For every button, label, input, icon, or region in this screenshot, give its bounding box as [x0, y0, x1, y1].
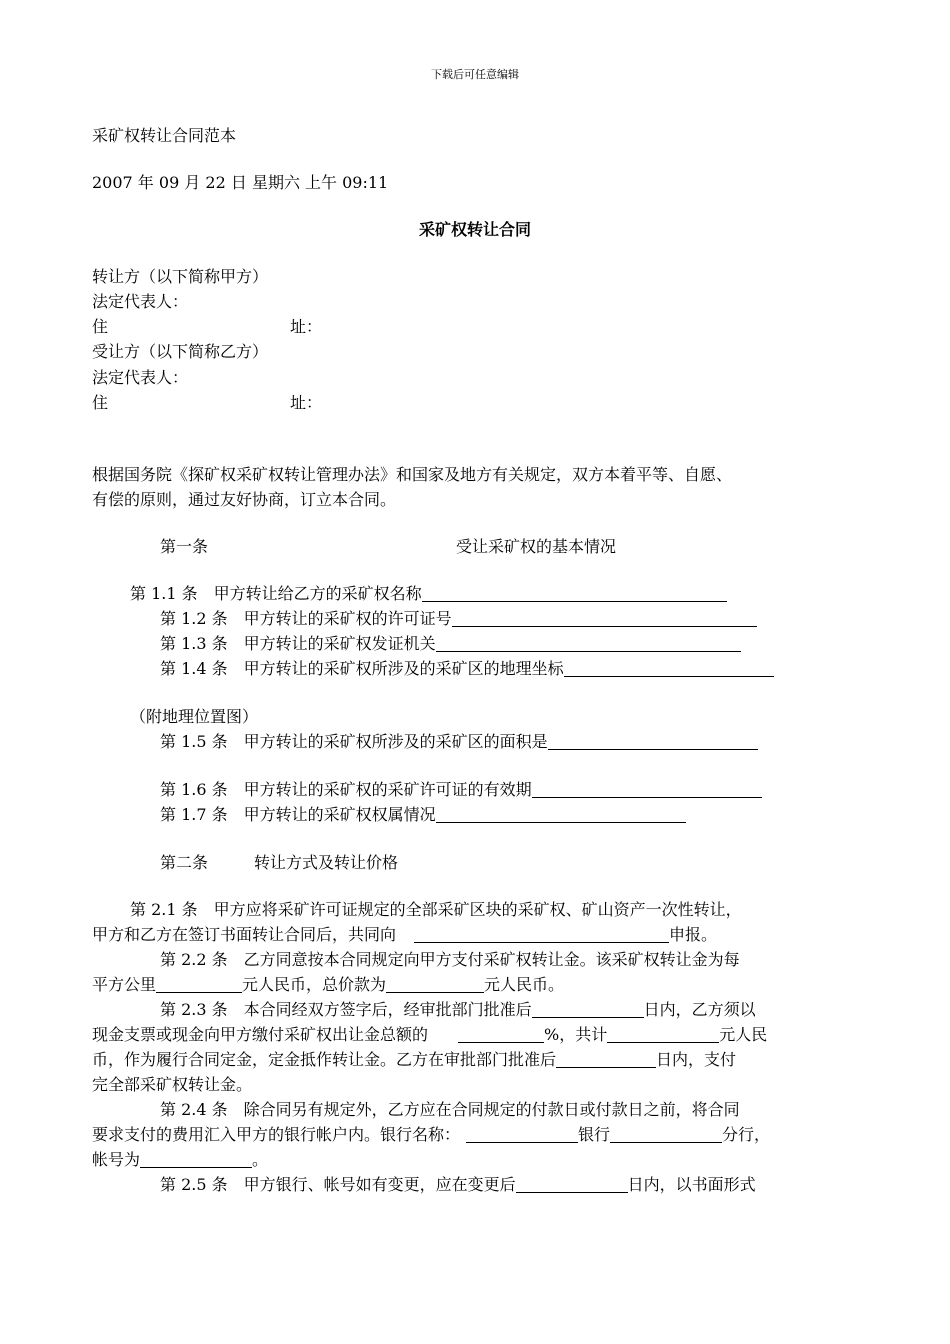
address-char-1: 住 [92, 317, 109, 336]
clause-1-3 [160, 632, 741, 656]
clause-2-2-line-2 [92, 973, 564, 997]
clause-2-3-text-f: 币，作为履行合同定金，定金抵作转让金。乙方在审批部门批准后 [92, 1050, 557, 1069]
clause-2-1-line-1: 第 2.1 条 甲方应将采矿许可证规定的全部采矿区块的采矿权、矿山资产一次性转让， [130, 900, 742, 919]
preamble-line-1: 根据国务院《探矿权采矿权转让管理办法》和国家及地方有关规定，双方本着平等、自愿、 [92, 465, 733, 484]
clause-1-4-text: 第 1.4 条 甲方转让的采矿权所涉及的采矿区的地理坐标 [160, 659, 564, 678]
clause-1-1 [130, 582, 727, 606]
clause-1-5 [160, 730, 758, 754]
blank-issuing-authority[interactable] [436, 635, 741, 652]
blank-branch-name[interactable] [610, 1126, 722, 1143]
address-char-2: 址： [290, 317, 323, 336]
blank-total-price[interactable] [386, 976, 484, 993]
clause-1-2-text: 第 1.2 条 甲方转让的采矿权的许可证号 [160, 609, 452, 628]
blank-validity-period[interactable] [532, 781, 762, 798]
blank-coordinates[interactable] [564, 660, 774, 677]
address-label-2 [92, 391, 322, 415]
clause-2-4-text-a: 要求支付的费用汇入甲方的银行帐户内。银行名称： [92, 1125, 461, 1144]
clause-2-3-line-3 [92, 1048, 736, 1072]
clause-2-3-text-a: 第 2.3 条 本合同经双方签字后，经审批部门批准后 [160, 1000, 532, 1019]
clause-2-5-text-a: 第 2.5 条 甲方银行、帐号如有变更，应在变更后 [160, 1175, 516, 1194]
clause-2-4-line-1: 第 2.4 条 除合同另有规定外，乙方应在合同规定的付款日或付款日之前，将合同 [160, 1100, 740, 1119]
blank-mining-right-name[interactable] [422, 585, 727, 602]
clause-2-3-text-c: 现金支票或现金向甲方缴付采矿权出让金总额的 [92, 1025, 429, 1044]
clause-1-7 [160, 803, 686, 827]
clause-2-4-text-d: 帐号为 [92, 1150, 141, 1169]
blank-ownership[interactable] [436, 806, 686, 823]
clause-2-2-line-1: 第 2.2 条 乙方同意按本合同规定向甲方支付采矿权转让金。该采矿权转让金为每 [160, 950, 740, 969]
clause-1-2 [160, 607, 757, 631]
clause-2-2-text-c: 元人民币。 [484, 975, 565, 994]
contract-title: 采矿权转让合同 [418, 220, 531, 239]
blank-price-per-km2[interactable] [156, 976, 242, 993]
page-header: 下载后可任意编辑 [431, 68, 519, 81]
clause-2-4-line-2 [92, 1123, 770, 1147]
clause-1-1-text: 第 1.1 条 甲方转让给乙方的采矿权名称 [130, 584, 422, 603]
blank-area[interactable] [548, 733, 758, 750]
clause-2-3-text-d: %，共计 [544, 1025, 608, 1044]
clause-2-3-text-b: 日内，乙方须以 [643, 1000, 756, 1019]
article-2-title: 转让方式及转让价格 [254, 853, 399, 872]
clause-1-4 [160, 657, 774, 681]
blank-reporting-authority[interactable] [414, 926, 669, 943]
doc-title: 采矿权转让合同范本 [92, 126, 237, 145]
clause-2-2-text-a: 平方公里 [92, 975, 157, 994]
article-2-number: 第二条 [160, 853, 209, 872]
blank-notice-days[interactable] [516, 1176, 628, 1193]
clause-2-5-line-1 [160, 1173, 756, 1197]
transferee-label: 受让方（以下简称乙方） [92, 342, 269, 361]
article-1-number: 第一条 [160, 537, 209, 556]
legal-rep-label-1: 法定代表人： [92, 292, 189, 311]
clause-2-3-text-e: 元人民 [719, 1025, 768, 1044]
clause-1-5-text: 第 1.5 条 甲方转让的采矿权所涉及的采矿区的面积是 [160, 732, 548, 751]
clause-2-4-text-e: 。 [252, 1150, 269, 1169]
transferor-label: 转让方（以下简称甲方） [92, 267, 269, 286]
clause-2-4-text-b: 银行 [578, 1125, 611, 1144]
blank-bank-name[interactable] [466, 1126, 578, 1143]
map-note: （附地理位置图） [130, 707, 259, 726]
clause-1-6-text: 第 1.6 条 甲方转让的采矿权的采矿许可证的有效期 [160, 780, 532, 799]
clause-2-2-text-b: 元人民币，总价款为 [242, 975, 387, 994]
clause-2-3-text-g: 日内，支付 [656, 1050, 737, 1069]
clause-2-4-line-3 [92, 1148, 268, 1172]
blank-account-number[interactable] [140, 1151, 252, 1168]
clause-1-6 [160, 778, 762, 802]
article-1-title: 受让采矿权的基本情况 [456, 537, 617, 556]
clause-2-3-line-2 [92, 1023, 767, 1047]
blank-deposit-days[interactable] [532, 1001, 644, 1018]
clause-2-1-line-2 [92, 923, 717, 947]
blank-deposit-amount[interactable] [607, 1026, 719, 1043]
clause-1-7-text: 第 1.7 条 甲方转让的采矿权权属情况 [160, 805, 436, 824]
blank-payment-days[interactable] [556, 1051, 656, 1068]
clause-1-3-text: 第 1.3 条 甲方转让的采矿权发证机关 [160, 634, 436, 653]
legal-rep-label-2: 法定代表人： [92, 368, 189, 387]
address-label-1 [92, 315, 322, 339]
clause-2-4-text-c: 分行， [722, 1125, 771, 1144]
address-char-3: 住 [92, 393, 109, 412]
clause-2-3-line-1 [160, 998, 756, 1022]
address-char-4: 址： [290, 393, 323, 412]
blank-license-number[interactable] [452, 610, 757, 627]
preamble-line-2: 有偿的原则，通过友好协商，订立本合同。 [92, 490, 397, 509]
clause-2-1-text-a: 甲方和乙方在签订书面转让合同后，共同向 [92, 925, 397, 944]
clause-2-3-line-4: 完全部采矿权转让金。 [92, 1075, 253, 1094]
clause-2-1-text-b: 申报。 [669, 925, 718, 944]
clause-2-5-text-b: 日内，以书面形式 [627, 1175, 756, 1194]
date-line: 2007 年 09 月 22 日 星期六 上午 09:11 [92, 173, 389, 192]
blank-deposit-percent[interactable] [458, 1026, 544, 1043]
